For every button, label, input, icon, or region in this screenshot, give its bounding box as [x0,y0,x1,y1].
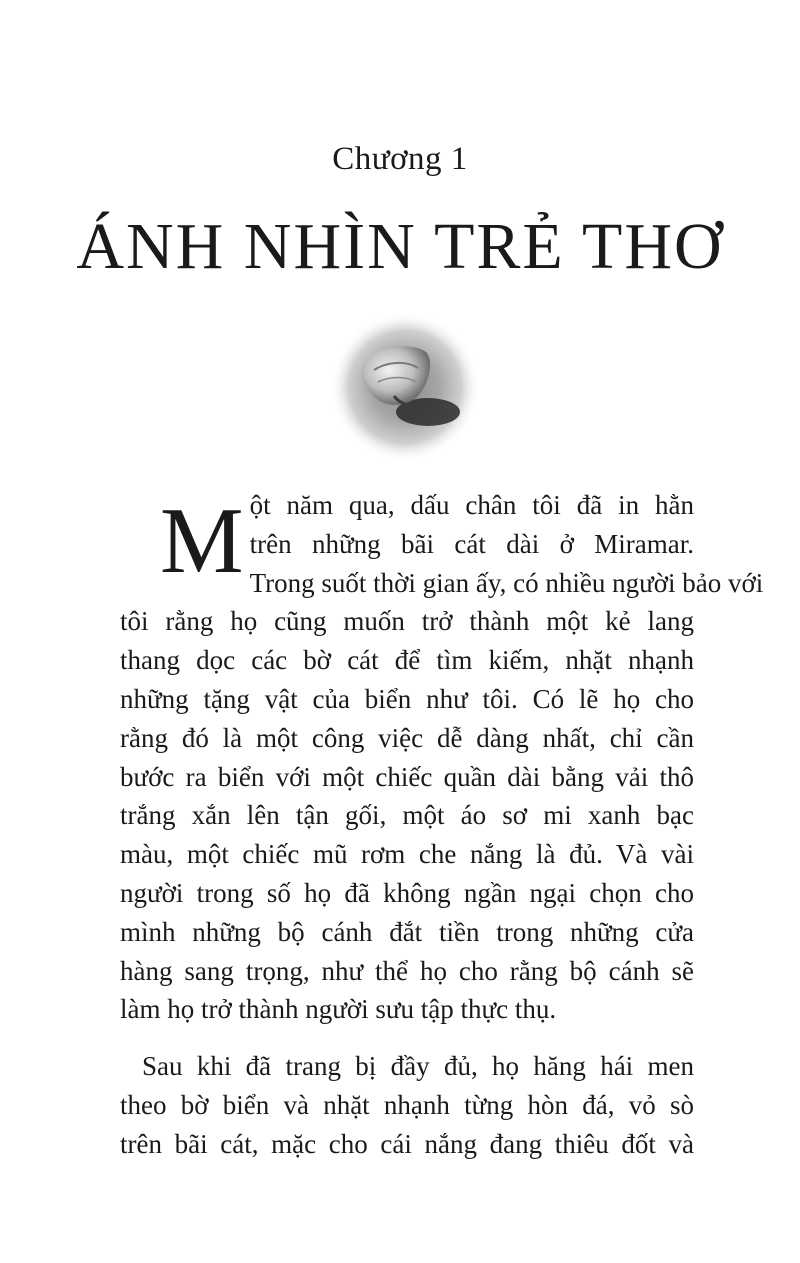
text-line: màu, một chiếc mũ rơm che nắng là đủ. Và vài [120,839,694,870]
drop-cap: M [160,489,244,593]
text-line: trắng xắn lên tận gối, một áo sơ mi xanh bạc [120,800,694,831]
text-line: bước ra biển với một chiếc quần dài bằng vải thô [120,761,694,792]
text-line: tôi rằng họ cũng muốn trở thành một kẻ lang [120,606,694,637]
text-line: làm họ trở thành người sưu tập thực thụ. [120,994,557,1025]
paragraph-2 [120,1047,694,1163]
text-line: Trong suốt thời gian ấy, có nhiều người bảo với [249,567,764,598]
seashell-photo-icon [330,312,480,462]
text-line: trên những bãi cát dài ở Miramar. [249,528,694,559]
text-line: rằng đó là một công việc dễ dàng nhất, chỉ cần [120,722,694,753]
text-line: Sau khi đã trang bị đầy đủ, họ hăng hái men [142,1051,694,1082]
text-line: ột năm qua, dấu chân tôi đã in hằn [249,490,694,520]
text-line: những tặng vật của biển như tôi. Có lẽ họ cho [120,683,694,714]
chapter-title: ÁNH NHÌN TRẺ THƠ [76,210,724,283]
chapter-number: Chương 1 [332,141,468,177]
chapter-text [120,486,764,1164]
text-line: trên bãi cát, mặc cho cái nắng đang thiêu đốt và [120,1128,694,1159]
text-line: mình những bộ cánh đắt tiền trong những cửa [120,916,694,947]
paragraph-1 [120,486,764,1029]
text-line: hàng sang trọng, như thể họ cho rằng bộ cánh sẽ [120,955,694,986]
text-line: theo bờ biển và nhặt nhạnh từng hòn đá, vỏ sò [120,1089,694,1120]
text-line: người trong số họ đã không ngần ngại chọn cho [120,877,694,908]
text-line: thang dọc các bờ cát để tìm kiếm, nhặt nhạnh [120,645,694,676]
